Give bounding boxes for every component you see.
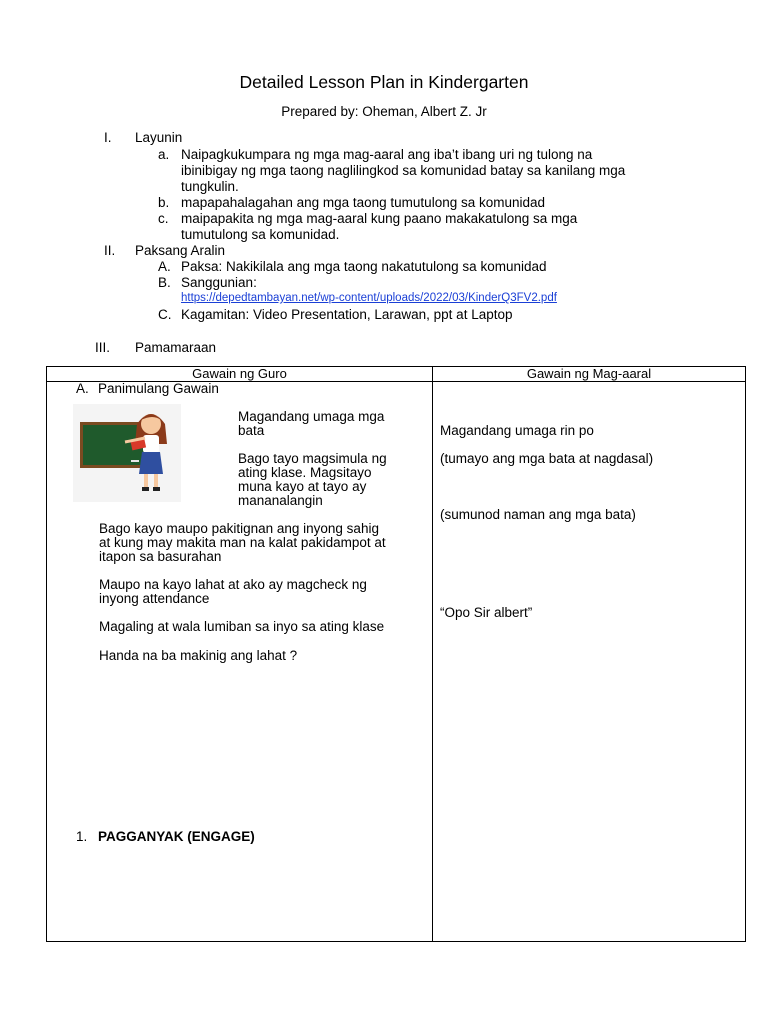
materials-letter: C. — [158, 307, 172, 322]
attendance-line-2: inyong attendance — [99, 591, 210, 606]
student-reply-floor: (sumunod naman ang mga bata) — [440, 507, 636, 522]
teacher-at-chalkboard-image — [73, 404, 181, 502]
section-3-title: Pamamaraan — [135, 340, 217, 355]
praise-text: Magaling at wala lumiban sa inyo sa ating klase — [99, 619, 385, 634]
reference-text: Sanggunian: — [181, 275, 257, 290]
section-3-number: III. — [95, 340, 111, 355]
reference-link[interactable]: https://depedtambayan.net/wp-content/uploads/2022/03/KinderQ3FV2.pdf — [181, 292, 557, 304]
pray-line-2: ating klase. Magsitayo — [238, 465, 372, 480]
objective-a-line-3: tungkulin. — [181, 179, 239, 194]
section-2-title: Paksang Aralin — [135, 243, 226, 258]
student-column-header: Gawain ng Mag-aaral — [526, 366, 652, 381]
pray-line-4: mananalangin — [238, 493, 323, 508]
greeting-line-1: Magandang umaga mga — [238, 409, 385, 424]
objective-b-letter: b. — [158, 195, 170, 210]
floor-line-1: Bago kayo maupo pakitignan ang inyong sahig — [99, 521, 379, 536]
greeting-line-2: bata — [238, 423, 265, 438]
student-reply-ready: “Opo Sir albert” — [440, 605, 533, 620]
section-1-number: I. — [104, 130, 112, 145]
engage-heading: PAGGANYAK (ENGAGE) — [98, 829, 255, 844]
objective-b-line-1: mapapahalagahan ang mga taong tumutulong sa komunidad — [181, 195, 546, 210]
floor-line-3: itapon sa basurahan — [99, 549, 222, 564]
section-1-title: Layunin — [135, 130, 183, 145]
subheading-text: Panimulang Gawain — [98, 381, 219, 396]
reference-letter: B. — [158, 275, 171, 290]
ready-question: Handa na ba makinig ang lahat ? — [99, 648, 298, 663]
objective-c-line-1: maipapakita ng mga mag-aaral kung paano makakatulong sa mga — [181, 211, 578, 226]
floor-line-2: at kung may makita man na kalat pakidampot at — [99, 535, 386, 550]
student-reply-greeting: Magandang umaga rin po — [440, 423, 594, 438]
objective-a-line-2: ibinibigay ng mga taong naglilingkod sa komunidad batay sa kanilang mga — [181, 163, 626, 178]
engage-number: 1. — [76, 829, 88, 844]
subheading-letter: A. — [76, 381, 89, 396]
objective-c-letter: c. — [158, 211, 169, 226]
pray-line-3: muna kayo at tayo ay — [238, 479, 367, 494]
column-divider — [432, 367, 433, 941]
document-title: Detailed Lesson Plan in Kindergarten — [239, 72, 529, 92]
prepared-by: Prepared by: Oheman, Albert Z. Jr — [281, 104, 487, 119]
attendance-line-1: Maupo na kayo lahat at ako ay magcheck ng — [99, 577, 367, 592]
objective-c-line-2: tumutulong sa komunidad. — [181, 227, 340, 242]
section-2-number: II. — [104, 243, 116, 258]
objective-a-line-1: Naipagkukumpara ng mga mag-aaral ang iba’t ibang uri ng tulong na — [181, 147, 593, 162]
materials-text: Kagamitan: Video Presentation, Larawan, ppt at Laptop — [181, 307, 513, 322]
topic-text: Paksa: Nakikilala ang mga taong nakatutulong sa komunidad — [181, 259, 547, 274]
teacher-column-header: Gawain ng Guro — [192, 366, 287, 381]
pray-line-1: Bago tayo magsimula ng — [238, 451, 387, 466]
student-reply-pray: (tumayo ang mga bata at nagdasal) — [440, 451, 654, 466]
objective-a-letter: a. — [158, 147, 170, 162]
topic-letter: A. — [158, 259, 171, 274]
